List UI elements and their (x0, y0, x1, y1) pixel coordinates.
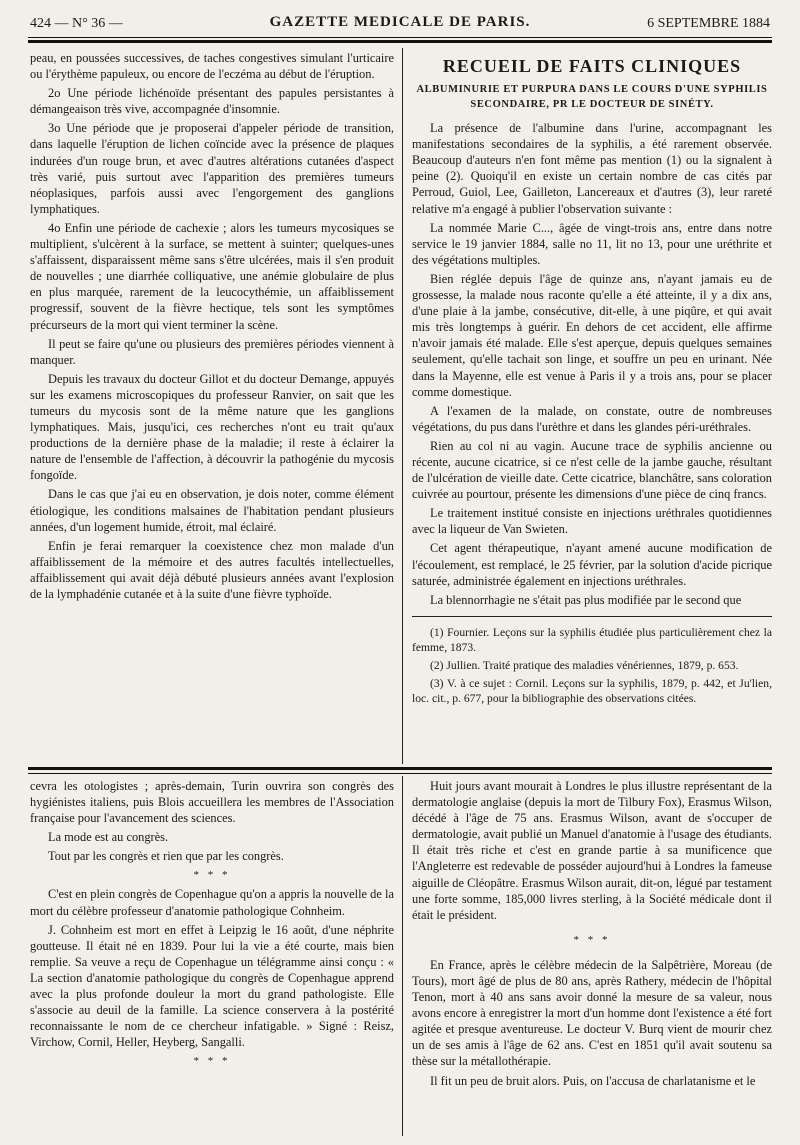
section-rule-thick (28, 767, 772, 770)
bottom-left-paragraph: C'est en plein congrès de Copenhague qu'on a appris la nouvelle de la mort du célèbre professeur d'anatomie pathologique Cohnheim. (30, 887, 394, 918)
issue-date: 6 SEPTEMBRE 1884 (647, 16, 770, 31)
right-paragraph: Le traitement institué consiste en injections uréthrales quotidiennes avec la liqueur de Van Swieten. (412, 506, 772, 537)
bottom-right-paragraph: En France, après le célèbre médecin de la Salpêtrière, Moreau (de Tours), mort âgé de plus de 80 ans, après Rathery, médecin de l'hôpital Tenon, mort à 40 ans sans avoir donné la mesure de sa valeur, nous avons encore à enregistrer la mort d'un homme dont l'existence a été fort agitée et presque aventureuse. Le docteur V. Burq vient de mourir chez un de ses amis à l'âge de 62 ans. C'est en 1851 qu'il avait soutenu sa thèse sur la métallothérapie. (412, 957, 772, 1069)
left-paragraph: Il peut se faire qu'une ou plusieurs des premières périodes viennent à manquer. (30, 336, 394, 367)
left-paragraph: 3o Une période que je proposerai d'appeler période de transition, dans laquelle l'éruption de lichen coïncide avec la présence de plaques indurées d'un rouge brun, et avec d'autres altérations cutanées d'aspect très varié, puis surtout avec l'apparition des premières tumeurs néoplasiques, parfois aussi avec l'engorgement des ganglions lymphatiques. (30, 121, 394, 216)
left-paragraph: Depuis les travaux du docteur Gillot et du docteur Demange, appuyés sur les examens microscopiques du professeur Ranvier, on sait que les tumeurs du mycosis sont de la même nature que les ganglions lymphatiques. Mais, jusqu'ici, ces recherches n'ont eu trait qu'aux productions de la dernière phase de la maladie; il reste à éclairer la nature de l'ensemble de l'affection, à découvrir la pathogénie du mycosis fongoïde. (30, 371, 394, 483)
footnote: (1) Fournier. Leçons sur la syphilis étudiée plus particulièrement chez la femme, 1873. (412, 625, 772, 654)
left-paragraph: peau, en poussées successives, de taches congestives simulant l'urticaire ou l'érythème papuleux, ou encore de l'eczéma au début de l'éruption. (30, 51, 394, 82)
bottom-left-paragraph: J. Cohnheim est mort en effet à Leipzig le 16 août, d'une néphrite goutteuse. Il était né en 1839. Pour lui la vie a été courte, mais bien remplie. Sa veuve a reçu de Copenhague un télégramme ainsi conçu : « La section d'anatomie pathologique du congrès de Copenhague apprend avec la plus profonde douleur la mort du grand pathologiste. Elle s'associe au deuil de la famille. La science conservera à la postérité reconnaissante le nom de ce chercheur infatigable. » Signé : Reisz, Virchow, Cornil, Heller, Heyberg, Sangalli. (30, 922, 394, 1050)
left-column (30, 50, 394, 602)
right-paragraph: Cet agent thérapeutique, n'ayant amené aucune modification de l'écoulement, est remplacé, le 25 février, par la solution d'acide picrique saturée, administrée également en injections uréthrales. (412, 541, 772, 588)
right-paragraph: A l'examen de la malade, on constate, outre de nombreuses végétations, du pus dans l'urèthre et dans les glandes péri-uréthrales. (412, 403, 772, 434)
bottom-left-paragraph: cevra les otologistes ; après-demain, Turin ouvrira son congrès des hygiénistes italiens, puis Blois accueillera les membres de l'Association française pour l'avancement des sciences. (30, 779, 394, 826)
journal-title: GAZETTE MEDICALE DE PARIS. (269, 14, 531, 30)
right-column (412, 58, 772, 707)
left-paragraph: Enfin je ferai remarquer la coexistence chez mon malade d'un affaiblissement de la mémoire et des autres facultés intellectuelles, affaiblissement qui avait déjà débuté plusieurs années avant l'explosion de la lymphadénie cutanée et à la suite d'une fièvre typhoïde. (30, 538, 394, 601)
header-rule-thick (28, 40, 772, 43)
page-header (30, 14, 770, 36)
bottom-right-paragraph: Huit jours avant mourait à Londres le plus illustre représentant de la dermatologie anglaise (depuis la mort de Tilbury Fox), Erasmus Wilson, décédé à l'âge de 75 ans. Erasmus Wilson, avant de s'occuper de dermatologie, avait publié un Manuel d'anatomie à l'usage des étudiants. Il était très riche et c'est en grande partie à sa munificence que l'Angleterre est redevable de posséder aujourd'hui à Londres la fameuse aiguille de Cléopâtre. Erasmus Wilson aurait, dit-on, légué par testament une forte somme, 185,000 livres sterling, à la Société médicale dont il était le président. (412, 779, 772, 922)
footnote-rule (412, 616, 772, 617)
article-title: ALBUMINURIE ET PURPURA DANS LE COURS D'UNE SYPHILIS SECONDAIRE, PR LE DOCTEUR DE SINÉTY. (416, 84, 768, 111)
asterism: * * * (193, 869, 231, 882)
bottom-right-column (412, 778, 772, 1089)
column-divider-bottom (402, 776, 403, 1136)
page-number: 424 — N° 36 — (30, 16, 123, 31)
footnote: (3) V. à ce sujet : Cornil. Leçons sur la syphilis, 1879, p. 442, et Ju'lien, loc. cit., p. 677, pour la bibliographie des observations citées. (412, 676, 772, 705)
header-rule-thin (28, 37, 772, 38)
bottom-left-paragraph: La mode est au congrès. (48, 830, 169, 845)
right-paragraph: Rien au col ni au vagin. Aucune trace de syphilis ancienne ou récente, aucune cicatrice, si ce n'est celle de la jambe gauche, résultant de l'ulcération de vieille date. Cette cicatrice, blanchâtre, sans coloration cuivrée au pourtour, présente les dimensions d'une pièce de cinq francs. (412, 438, 772, 502)
right-paragraph: Bien réglée depuis l'âge de quinze ans, n'ayant jamais eu de grossesse, la malade nous raconte qu'elle a été atteinte, il y a dix ans, d'une plaie à la jambe, consécutive, dit-elle, à une piqûre, et qui avait mis très longtemps à guérir. En dehors de cet accident, elle affirme n'avoir jamais été malade. Elle s'est aperçue, depuis quelques semaines seulement, qu'elle tachait son linge, et souffre un peu en urinant. Née dans la Mayenne, elle est venue à Paris il y a trois ans, pour se placer comme domestique. (412, 271, 772, 399)
footnote: (2) Jullien. Traité pratique des maladies vénériennes, 1879, p. 653. (430, 658, 739, 672)
section-rule-thin (28, 773, 772, 774)
right-paragraph: La présence de l'albumine dans l'urine, accompagnant les manifestations secondaires de la syphilis, a été rarement observée. Beaucoup d'auteurs n'en font même pas mention (1) ou la signalent à peine (2). Quoiqu'il en existe un certain nombre de cas cités par Perroud, Guiol, Lee, Gailleton, Lancereaux et d'autres (3), leur rareté relative m'a engagé à publier l'observation suivante : (412, 121, 772, 216)
footnotes (412, 625, 772, 706)
bottom-left-column (30, 778, 394, 1072)
bottom-left-paragraph: Tout par les congrès et rien que par les congrès. (48, 849, 284, 864)
asterism: * * * (193, 1055, 231, 1068)
left-paragraph: 2o Une période lichénoïde présentant des papules persistantes à démangeaison très vive, accompagnée d'insomnie. (30, 86, 394, 117)
right-paragraph: La nommée Marie C..., âgée de vingt-trois ans, entre dans notre service le 19 janvier 1884, salle no 11, lit no 13, pour une uréthrite et des végétations multiples. (412, 220, 772, 267)
section-title: RECUEIL DE FAITS CLINIQUES (442, 56, 742, 76)
right-paragraph: La blennorrhagie ne s'était pas plus modifiée par le second que (430, 592, 742, 607)
left-paragraph: Dans le cas que j'ai eu en observation, je dois noter, comme élément étiologique, les conditions malsaines de l'habitation pendant plusieurs années, d'un logement humide, étroit, mal éclairé. (30, 487, 394, 534)
asterism: * * * (573, 933, 611, 946)
left-paragraph: 4o Enfin une période de cachexie ; alors les tumeurs mycosiques se multiplient, s'ulcèrent à la surface, se mettent à suinter; quelques-unes s'affaissent, disparaissent même sans s'être ulcérées, mais il s'en produit de nouvelles ; une diarrhée colliquative, une anémie globulaire de plus en plus marquée, rarement de la leucocythémie, un affaiblissement progressif, souvent de la fièvre hectique, tels sont les symptômes précurseurs de la mort qui vient terminer la scène. (30, 220, 394, 332)
bottom-right-paragraph: Il fit un peu de bruit alors. Puis, on l'accusa de charlatanisme et le (430, 1073, 756, 1088)
column-divider (402, 48, 403, 764)
